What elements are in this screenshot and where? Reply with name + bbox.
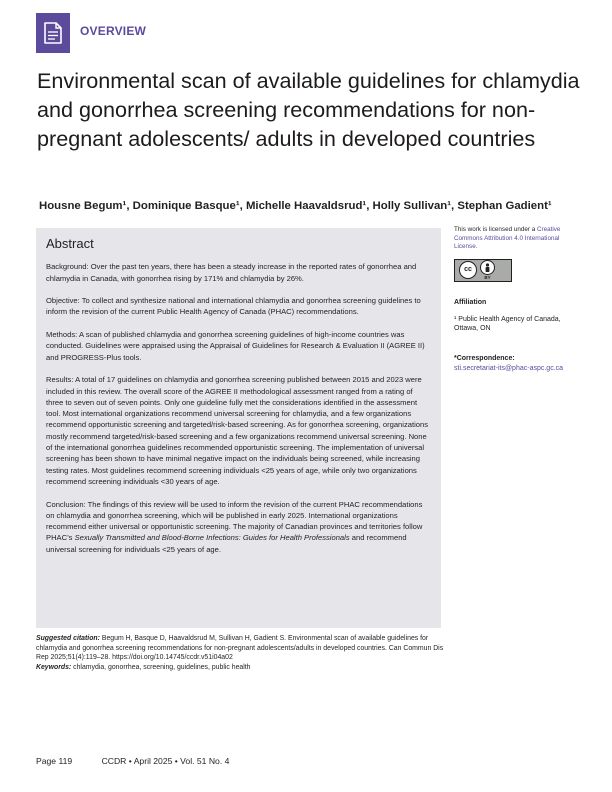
results-label: Results: (46, 375, 74, 385)
citation-line (36, 634, 446, 663)
background-label: Background: (46, 262, 89, 272)
objective-text: To collect and synthesize national and international chlamydia and gonorrhea screening guidelines to inform the revision of the current Public Health Agency of Canada (PHAC) recommendations. (46, 296, 421, 317)
citation-label: Suggested citation: (36, 635, 100, 642)
methods-label: Methods: (46, 330, 78, 340)
citation-text: Begum H, Basque D, Haavaldsrud M, Sullivan H, Gadient S. Environmental scan of available guidelines for chlamydia and gonorrhea screening recommendations for non-pregnant adolescents/adults in developed countries. Can Commun Dis Rep 2025;51(4):119–28. https://doi.org/10.14745/ccdr.v51i04a02 (36, 635, 444, 661)
author-list: Housne Begum¹, Dominique Basque¹, Michelle Haavaldsrud¹, Holly Sullivan¹, Stephan Gadient¹ (39, 200, 552, 212)
keywords-label: Keywords: (36, 663, 72, 671)
abstract-objective (46, 295, 431, 318)
abstract-results (46, 374, 431, 487)
abstract-conclusion (46, 499, 431, 555)
cc-label: cc (464, 265, 472, 273)
abstract-methods (46, 329, 431, 363)
abstract-heading: Abstract (46, 236, 94, 251)
affiliation-text: ¹ Public Health Agency of Canada, Ottawa, ON (454, 316, 561, 332)
article-title: Environmental scan of available guidelines for chlamydia and gonorrhea screening recommendations for non-pregnant adolescents/ adults in developed countries (37, 68, 580, 151)
keywords-line (36, 663, 446, 673)
conclusion-guide-title: Sexually Transmitted and Blood-Borne Infections: Guides for Health Professionals (74, 533, 350, 543)
page-footer (36, 756, 229, 766)
objective-label: Objective: (46, 296, 80, 306)
sidebar (454, 226, 584, 373)
correspondence-email[interactable]: sti.secretariat-its@phac-aspc.gc.ca (454, 364, 564, 372)
abstract-background (46, 261, 431, 284)
document-icon (44, 22, 62, 44)
section-label: OVERVIEW (80, 24, 147, 38)
cc-icon (459, 261, 477, 279)
keywords-text: chlamydia, gonorrhea, screening, guidelines, public health (73, 663, 251, 671)
page-number: Page 119 (36, 756, 73, 766)
conclusion-label: Conclusion: (46, 499, 86, 509)
conclusion-text-b: and recommend universal screening for individuals <25 years of age. (46, 533, 407, 554)
license-link[interactable]: Creative Commons Attribution 4.0 International License. (454, 226, 561, 250)
suggested-citation (36, 634, 446, 672)
license-notice (454, 226, 584, 252)
results-text: A total of 17 guidelines on chlamydia and gonorrhea screening published between 2015 and 2023 were included in this review. The overall score of the AGREE II methodological assessment ranged from a rating of three to seven out of seven points. Only one guideline fully met the considerations identified in the assessment tool. Most international organizations recommend universal screening for chlamydia, and a few organizations recommend opportunistic screening and targeted/risk-based screening. As for gonorrhea screening, organizations mostly recommend targeted/risk-based screening and a few organizations recommend universal screening. None of the international gonorrhea guidelines recommended opportunistic screening. The implementation of universal screening has been shown to have minimal negative impact on the individuals being screened, while increasing testing rates. Most guidelines recommend screening individuals <25 years of age, while only two organizations recommend screening individuals <30 years of age. (46, 375, 429, 486)
conclusion-text-a: The findings of this review will be used to inform the revision of the current PHAC recommendations on chlamydia and gonorrhea screening, which will be published in early 2025. International organizations recommend either universal or opportunistic screening. The majority of Canadian provinces and territories follow PHAC’s (46, 499, 423, 543)
methods-text: A scan of published chlamydia and gonorrhea screening guidelines of high-income countries was conducted. Guidelines were appraised using the Appraisal of Guidelines for Research & Evaluation II (AGREE II) and PROGRESS-Plus tools. (46, 330, 425, 362)
background-text: Over the past ten years, there has been a steady increase in the reported rates of gonorrhea and chlamydia in Canada, with gonorrhea rising by 171% and chlamydia by 26%. (46, 262, 417, 283)
section-badge (36, 13, 70, 53)
by-label: BY (484, 275, 491, 280)
license-prefix: This work is licensed under a (454, 226, 536, 233)
correspondence-heading: *Correspondence: (454, 355, 515, 362)
cc-by-badge[interactable] (454, 259, 512, 282)
affiliation-heading: Affiliation (454, 298, 487, 306)
journal-issue: CCDR • April 2025 • Vol. 51 No. 4 (101, 756, 230, 766)
abstract-box (36, 228, 441, 628)
attribution-person-icon (480, 260, 495, 275)
